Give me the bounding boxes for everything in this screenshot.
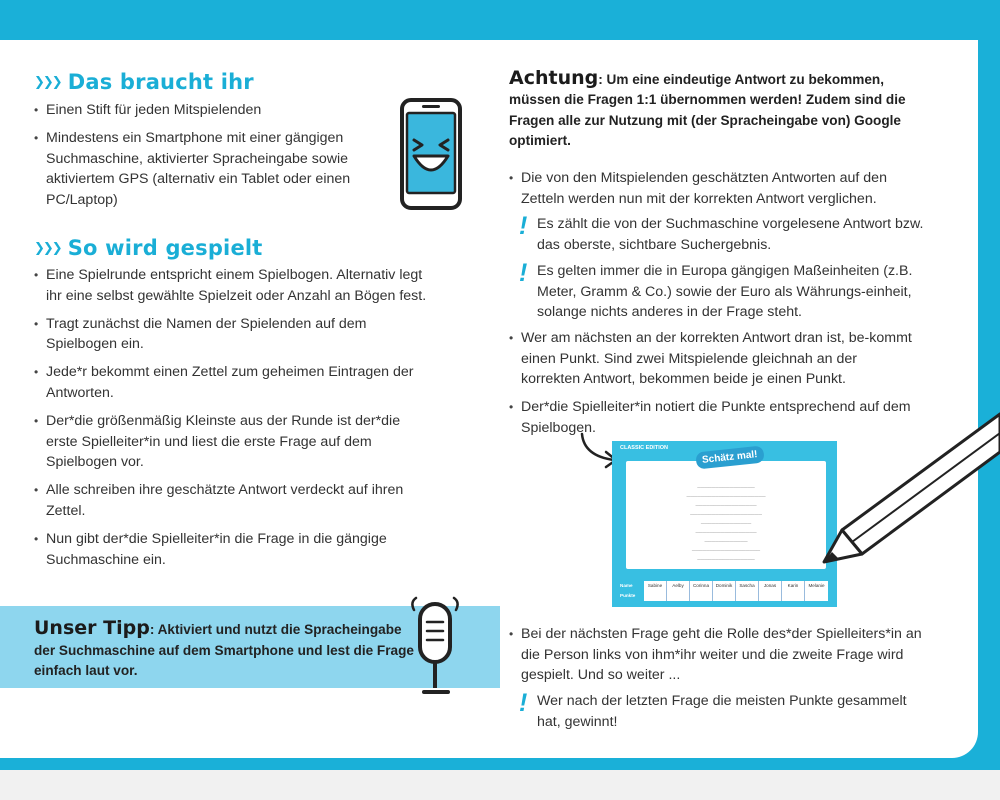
triple-chevron-icon: ❯❯❯ <box>34 241 61 256</box>
tip-text <box>34 618 419 682</box>
note-text: Es zählt die von der Suchmaschine vorgelesene Antwort bzw. das oberste, sichtbare Suchergebnis. <box>537 216 924 253</box>
triple-chevron-icon: ❯❯❯ <box>34 75 61 90</box>
list-item: • Tragt zunächst die Namen der Spielenden auf dem Spielbogen ein. <box>34 314 434 355</box>
exclamation-icon: ! <box>519 259 528 287</box>
sheet-question-line: ———————————————— <box>697 485 755 489</box>
list-item: • Jede*r bekommt einen Zettel zum geheimen Eintragen der Antworten. <box>34 362 434 403</box>
warning-body: : Um eine eindeutige Antwort zu bekommen, müssen die Fragen 1:1 übernommen werden! Zudem sind die Fragen alle zur Nutzung mit (der Spracheingabe von) Google optimiert. <box>509 72 906 148</box>
section-title-text: Das braucht ihr <box>67 70 254 94</box>
list-item: • Mindestens ein Smartphone mit einer gängigen Suchmaschine, aktivierter Spracheingabe sowie aktiviertem GPS (alternativ ein Tablet oder einen PC/Laptop) <box>34 128 379 210</box>
list-item: • Bei der nächsten Frage geht die Rolle des*der Spielleiters*in an die Person links von ihm*ihr weiter und die zweite Frage wird gespielt. Und so weiter ... <box>509 624 929 686</box>
sheet-player-name: Corinna <box>690 581 713 601</box>
pencil-icon <box>818 412 1000 566</box>
sheet-question-line: ———————————— <box>704 539 748 543</box>
microphone-icon <box>404 596 466 700</box>
sheet-question-line: ————————————————— <box>695 530 757 534</box>
warning-heading: Achtung <box>509 67 599 89</box>
sheet-player-name: Jonas <box>759 581 782 601</box>
sheet-name-label: Name <box>620 583 633 588</box>
note-text: Wer nach der letzten Frage die meisten Punkte gesammelt hat, gewinnt! <box>537 693 907 730</box>
section-title-how-to-play <box>34 236 263 260</box>
tip-heading: Unser Tipp <box>34 617 150 639</box>
sheet-player-cells <box>644 581 828 601</box>
note-winner <box>519 691 929 732</box>
sheet-score-table <box>612 580 837 604</box>
list-item: • Wer am nächsten an der korrekten Antwort dran ist, be-kommt einen Punkt. Sind zwei Mitspielende gleichnah an der korrekten Antwort, bekommen beide je einen Punkt. <box>509 328 919 390</box>
warning-text <box>509 68 929 151</box>
exclamation-icon: ! <box>519 212 528 240</box>
section-title-what-you-need <box>34 70 254 94</box>
sheet-question-line: ————————————————— <box>695 503 757 507</box>
list-item: • Die von den Mitspielenden geschätzten Antworten auf den Zetteln werden nun mit der korrekten Antwort verglichen. <box>509 168 929 209</box>
sheet-player-name: Sabine <box>644 581 667 601</box>
sheet-question-line: ———————————————————— <box>690 512 762 516</box>
page-bottom-strip <box>0 770 1000 800</box>
exclamation-icon: ! <box>519 689 528 717</box>
list-item: • Nun gibt der*die Spielleiter*in die Frage in die gängige Suchmaschine ein. <box>34 529 434 570</box>
next-round-list <box>509 624 929 693</box>
game-sheet-image <box>612 441 837 607</box>
sheet-question-line: —————————————— <box>700 521 752 525</box>
comparison-list <box>509 168 929 217</box>
laughing-smartphone-icon <box>396 96 468 214</box>
list-item: • Alle schreiben ihre geschätzte Antwort verdeckt auf ihren Zettel. <box>34 480 434 521</box>
materials-list <box>34 100 379 218</box>
note-units <box>519 261 929 323</box>
list-item: • Eine Spielrunde entspricht einem Spielbogen. Alternativ legt ihr eine selbst gewählte Spielzeit oder Anzahl an Bögen fest. <box>34 265 434 306</box>
sheet-question-line: —————————————————————— <box>686 494 766 498</box>
tip-body: : Aktiviert und nutzt die Spracheingabe der Suchmaschine auf dem Smartphone und lest die Frage einfach laut vor. <box>34 622 414 678</box>
sheet-player-name: Melanie <box>808 583 825 588</box>
section-title-text: So wird gespielt <box>67 236 263 260</box>
sheet-points-label: Punkte <box>620 593 636 598</box>
sheet-player-name: Dominik <box>713 581 736 601</box>
sheet-player-name: Sascha <box>736 581 759 601</box>
sheet-question-line: ——————————————————— <box>691 548 761 552</box>
sheet-player-name: Aelby <box>667 581 690 601</box>
sheet-edition-label: CLASSIC EDITION <box>620 445 668 451</box>
sheet-logo: Schätz mal! <box>695 446 764 470</box>
sheet-question-line: ———————————————— <box>697 557 755 561</box>
rules-list <box>34 265 434 578</box>
list-item: • Der*die Spielleiter*in notiert die Punkte entsprechend auf dem Spielbogen. <box>509 397 919 438</box>
list-item: • Einen Stift für jeden Mitspielenden <box>34 100 379 121</box>
note-search-result <box>519 214 929 255</box>
sheet-question-area <box>626 461 826 569</box>
note-text: Es gelten immer die in Europa gängigen Maßeinheiten (z.B. Meter, Gramm & Co.) sowie der Euro als Währungs-einheit, solange nichts anderes in der Frage steht. <box>537 263 913 321</box>
sheet-player-name: Karin <box>782 581 805 601</box>
list-item: • Der*die größenmäßig Kleinste aus der Runde ist der*die erste Spielleiter*in und liest die erste Frage auf dem Spielbogen vor. <box>34 411 434 473</box>
